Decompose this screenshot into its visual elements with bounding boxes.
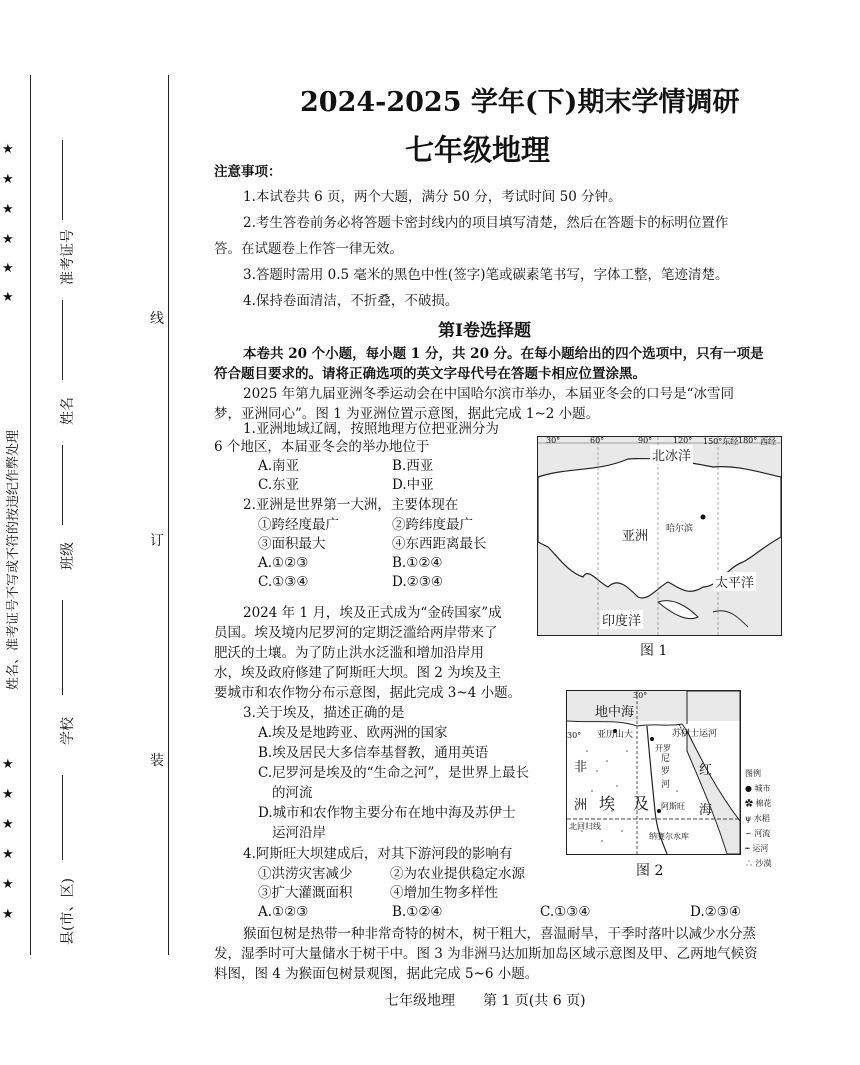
notice-heading: 注意事项： — [214, 164, 282, 180]
statement: ②跨纬度最广 — [392, 517, 473, 533]
star-icon: ★ — [2, 172, 14, 187]
egypt-label: 埃及 — [599, 794, 668, 813]
section-intro: 符合题目要求的。请将正确选项的英文字母代号在答题卡相应位置涂黑。 — [214, 366, 646, 382]
statement: ④增加生物多样性 — [390, 885, 498, 901]
option-c[interactable]: C.①③④ — [258, 574, 309, 590]
name-label: 姓名 — [60, 397, 76, 425]
option-d[interactable]: D.中亚 — [392, 477, 434, 493]
option-c[interactable]: C.尼罗河是埃及的“生命之河”，是世界上最长 — [258, 765, 529, 781]
asia-map-graphic — [538, 437, 781, 635]
star-icon: ★ — [2, 757, 14, 772]
lake-nasser-label: 纳赛尔水库 — [649, 832, 689, 841]
question-stem: 4.阿斯旺大坝建成后，对其下游河段的影响有 — [243, 846, 513, 862]
school-label: 学校 — [60, 717, 76, 745]
option-d[interactable]: D.②③④ — [690, 904, 741, 920]
star-icon: ★ — [2, 847, 14, 862]
tropic-label: 北回归线 — [569, 822, 601, 831]
legend-item: 棉花 — [755, 799, 772, 808]
nile-label: 尼罗河 — [661, 754, 671, 790]
star-icon: ★ — [2, 261, 14, 276]
option-d[interactable]: D.②③④ — [392, 574, 443, 590]
arctic-ocean-label: 北冰洋 — [650, 445, 693, 464]
margin-line-right — [168, 75, 169, 955]
option-a[interactable]: A.①②③ — [258, 555, 309, 571]
lon-label: 60° — [590, 436, 605, 445]
option-a[interactable]: A.南亚 — [258, 458, 300, 474]
star-icon: ★ — [2, 877, 14, 892]
lon-label: 120° — [673, 436, 693, 445]
desert-icon: ∴ — [745, 859, 753, 868]
class-field[interactable] — [62, 445, 63, 525]
context-paragraph: 要城市和农作物分布示意图，据此完成 3~4 小题。 — [214, 685, 522, 701]
figure-2-egypt-map — [566, 690, 741, 855]
notice-item: 3.答题时需用 0.5 毫米的黑色中性(签字)笔或碳素笔书写，字体工整，笔迹清楚。 — [243, 267, 729, 283]
legend-item: 水稻 — [753, 814, 770, 823]
notice-item: 1.本试卷共 6 页，两个大题，满分 50 分，考试时间 50 分钟。 — [243, 189, 622, 205]
africa-label: 非洲 — [574, 760, 588, 813]
name-field[interactable] — [62, 300, 63, 380]
lat-label: 30° — [567, 731, 582, 740]
lon-label: 30° — [546, 436, 561, 445]
option-b[interactable]: B.西亚 — [392, 458, 434, 474]
canal-icon: ┅ — [745, 844, 750, 853]
legend-item: 沙漠 — [755, 859, 772, 868]
option-b[interactable]: B.埃及居民大多信奉基督教，通用英语 — [258, 745, 489, 761]
lon-label: 150°东经 — [703, 437, 739, 446]
mediterranean-label: 地中海 — [595, 705, 635, 720]
option-a[interactable]: A.①②③ — [258, 904, 309, 920]
notice-item: 答。在试题卷上作答一律无效。 — [214, 241, 403, 257]
question-stem: 6 个地区，本届亚冬会的举办地位于 — [214, 439, 430, 455]
section-intro: 本卷共 20 个小题，每小题 1 分，共 20 分。在每小题给出的四个选项中，只有一项是 — [243, 346, 764, 362]
context-paragraph: 梦，亚洲同心”。图 1 为亚洲位置示意图，据此完成 1~2 小题。 — [214, 406, 600, 422]
star-icon: ★ — [2, 817, 14, 832]
star-icon: ★ — [2, 907, 14, 922]
figure-1-caption: 图 1 — [640, 643, 668, 659]
context-paragraph: 猴面包树是热带一种非常奇特的树木，树干粗大，喜温耐旱，干季时落叶以减少水分蒸 — [243, 926, 756, 942]
lon-label: 90° — [638, 436, 653, 445]
alexandria-label: 亚历山大 — [597, 730, 634, 740]
star-icon: ★ — [2, 232, 14, 247]
suez-canal-label: 苏伊士运河 — [672, 729, 718, 739]
legend-item: 运河 — [752, 844, 769, 853]
county-field[interactable] — [62, 775, 63, 860]
exam-title: 2024-2025 学年(下)期末学情调研 — [300, 87, 740, 118]
star-icon: ★ — [2, 290, 14, 305]
harbin-label: 哈尔滨 — [666, 524, 694, 534]
subject-title: 七年级地理 — [405, 133, 551, 167]
context-paragraph: 2025 年第九届亚洲冬季运动会在中国哈尔滨市举办，本届亚冬会的口号是“冰雪同 — [243, 386, 735, 402]
legend-title: 图例 — [745, 769, 761, 778]
figure-2-legend — [745, 766, 785, 871]
cut-mark-staple: 订 — [150, 530, 164, 550]
option-b[interactable]: B.①②④ — [392, 904, 443, 920]
statement: ②为农业提供稳定水源 — [390, 866, 525, 882]
option-c[interactable]: C.①③④ — [540, 904, 591, 920]
pacific-ocean-label: 太平洋 — [713, 572, 756, 591]
star-icon: ★ — [2, 202, 14, 217]
context-paragraph: 2024 年 1 月，埃及正式成为“金砖国家”成 — [243, 605, 502, 621]
notice-item: 4.保持卷面清洁，不折叠，不破损。 — [243, 293, 459, 309]
legend-item: 河流 — [754, 829, 771, 838]
context-paragraph: 发，湿季时可大量储水于树干中。图 3 为非洲马达加斯加岛区域示意图及甲、乙两地气候资 — [214, 946, 758, 962]
star-icon: ★ — [2, 142, 14, 157]
rice-icon: ψ — [745, 814, 752, 823]
question-stem: 1.亚洲地域辽阔，按照地理方位把亚洲分为 — [243, 421, 499, 437]
legend-item: 城市 — [754, 784, 771, 793]
figure-1-asia-map — [537, 436, 782, 636]
question-stem: 2.亚洲是世界第一大洲，主要体现在 — [243, 497, 459, 513]
river-icon: ∽ — [745, 829, 752, 838]
class-label: 班级 — [60, 542, 76, 570]
cut-mark-bind: 装 — [150, 750, 164, 770]
context-paragraph: 肥沃的土壤。为了防止洪水泛滥和增加沿岸用 — [214, 645, 484, 661]
option-b[interactable]: B.①②④ — [392, 555, 443, 571]
margin-line-left — [30, 75, 31, 955]
cut-mark-line: 线 — [150, 308, 164, 328]
section-heading: 第Ⅰ卷选择题 — [438, 321, 531, 341]
aswan-label: 阿斯旺 — [661, 802, 685, 811]
star-icon: ★ — [2, 787, 14, 802]
statement: ①洪涝灾害减少 — [258, 866, 353, 882]
exam-number-label: 准考证号 — [60, 229, 76, 285]
lon-label: 180° — [738, 436, 758, 445]
asia-label: 亚洲 — [622, 529, 649, 544]
context-paragraph: 水，埃及政府修建了阿斯旺大坝。图 2 为埃及主 — [214, 665, 502, 681]
statement: ①跨经度最广 — [258, 517, 339, 533]
notice-item: 2.考生答卷前务必将答题卡密封线内的项目填写清楚，然后在答题卡的标明位置作 — [243, 215, 729, 231]
lon-label: 西经 — [760, 437, 776, 446]
option-d[interactable]: D.城市和农作物主要分布在地中海及苏伊士 — [258, 805, 516, 821]
statement: ③面积最大 — [258, 536, 326, 552]
context-paragraph: 料图，图 4 为猴面包树景观图，据此完成 5~6 小题。 — [214, 966, 539, 982]
cotton-icon: ✿ — [745, 799, 753, 808]
cheating-warning: 姓名、准考证号不写或不符的按违纪作弊处理 — [6, 429, 21, 690]
county-label: 县(市、区) — [60, 878, 76, 945]
school-field[interactable] — [62, 600, 63, 695]
question-stem: 3.关于埃及，描述正确的是 — [243, 705, 405, 721]
option-c-cont: 的河流 — [272, 785, 313, 801]
cairo-label: 开罗 — [655, 744, 671, 753]
option-c[interactable]: C.东亚 — [258, 477, 300, 493]
page-footer: 七年级地理 第 1 页(共 6 页) — [385, 993, 586, 1009]
statement: ③扩大灌溉面积 — [258, 885, 353, 901]
city-icon: ● — [745, 784, 752, 793]
context-paragraph: 员国。埃及境内尼罗河的定期泛滥给两岸带来了 — [214, 625, 498, 641]
lon-label: 30° — [633, 691, 648, 700]
option-a[interactable]: A.埃及是地跨亚、欧两洲的国家 — [258, 725, 448, 741]
red-sea-label: 红海 — [699, 763, 713, 818]
indian-ocean-label: 印度洋 — [600, 610, 643, 629]
figure-2-caption: 图 2 — [636, 863, 664, 879]
exam-number-field[interactable] — [62, 140, 63, 220]
option-d-cont: 运河沿岸 — [272, 825, 326, 841]
statement: ④东西距离最长 — [392, 536, 487, 552]
